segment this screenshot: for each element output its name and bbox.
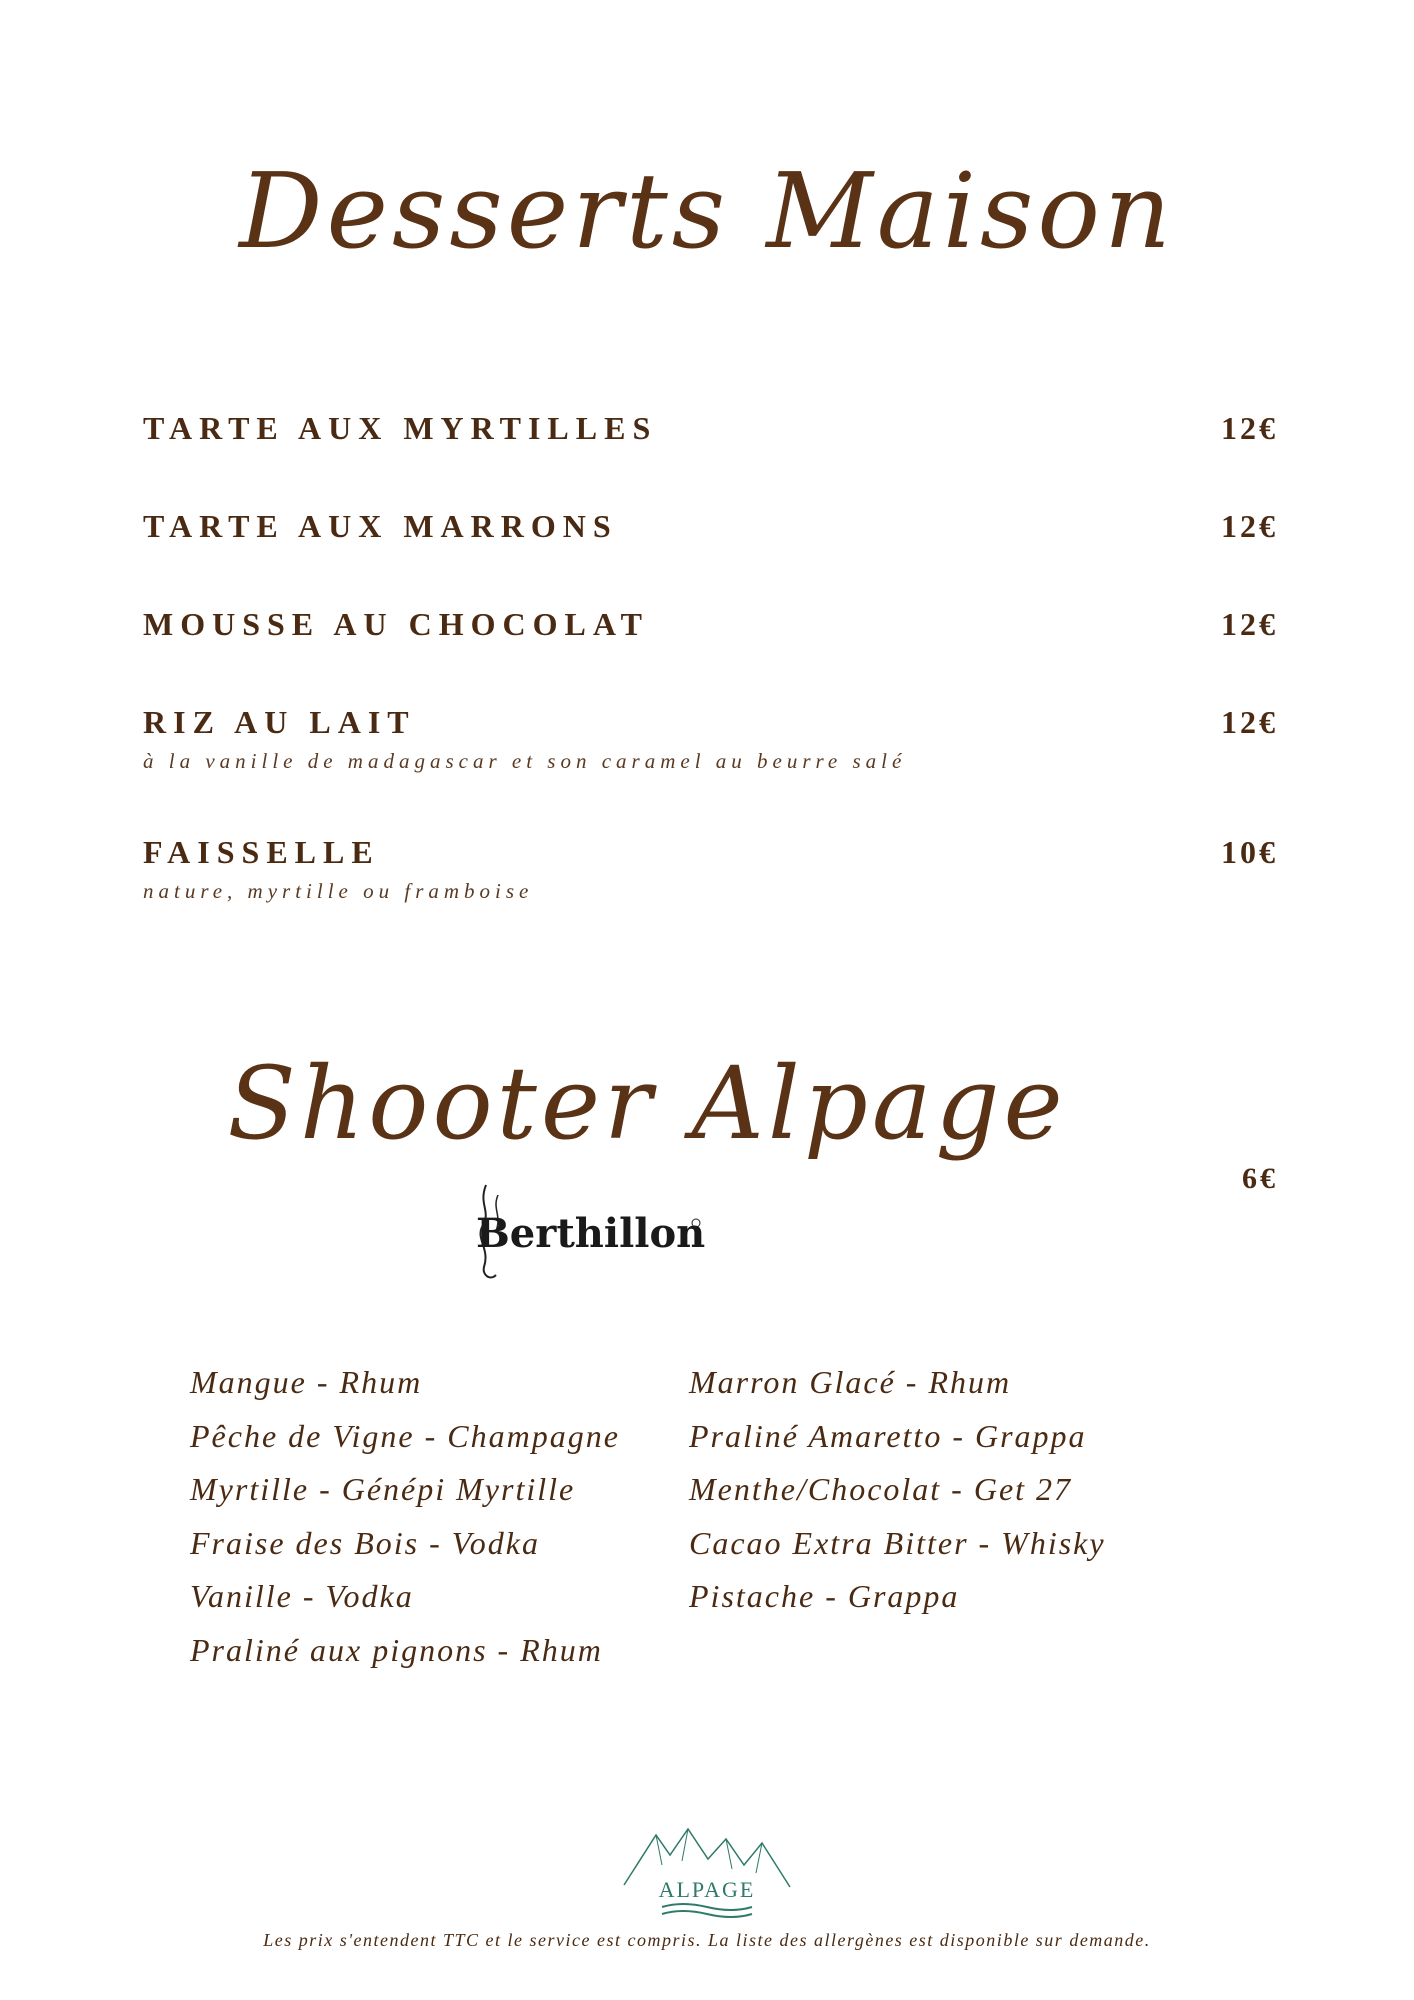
item-name: TARTE AUX MYRTILLES — [143, 410, 658, 446]
flavor-list-right — [689, 1362, 1106, 1630]
shooter-price: 6€ — [1242, 1162, 1278, 1195]
menu-item — [143, 410, 1278, 447]
menu-item — [143, 704, 1278, 774]
footer-note: Les prix s'entendent TTC et le service est compris. La liste des allergènes est disponible sur demande. — [263, 1930, 1151, 1950]
flavor-item: Cacao Extra Bitter - Whisky — [689, 1524, 1106, 1561]
item-price: 12€ — [1221, 704, 1278, 740]
menu-item — [143, 606, 1278, 643]
logo-wordmark: ALPAGE — [658, 1877, 756, 1902]
flavor-item: Praliné aux pignons - Rhum — [190, 1631, 603, 1668]
shooter-title: Shooter Alpage — [227, 1045, 1067, 1162]
item-name: MOUSSE AU CHOCOLAT — [143, 606, 649, 642]
item-price: 12€ — [1221, 606, 1278, 642]
flavor-item: Myrtille - Génépi Myrtille — [190, 1471, 576, 1507]
menu-item — [143, 508, 1278, 545]
item-name: TARTE AUX MARRONS — [143, 508, 618, 544]
flavor-item: Pêche de Vigne - Champagne — [190, 1417, 620, 1454]
item-price: 12€ — [1221, 508, 1278, 544]
item-price: 10€ — [1221, 834, 1278, 870]
menu-item — [143, 834, 1278, 904]
item-description: à la vanille de madagascar et son caramel au beurre salé — [143, 749, 907, 773]
flavor-item: Fraise des Bois - Vodka — [190, 1524, 540, 1561]
item-price: 12€ — [1221, 410, 1278, 446]
flavor-item: Praliné Amaretto - Grappa — [689, 1417, 1087, 1454]
flavor-item: Pistache - Grappa — [689, 1578, 960, 1614]
mountain-logo-icon — [622, 1825, 792, 1920]
berthillon-wordmark: Berthillon — [476, 1210, 706, 1257]
item-description: nature, myrtille ou framboise — [143, 879, 534, 903]
flavor-item: Menthe/Chocolat - Get 27 — [689, 1471, 1073, 1507]
item-name: RIZ AU LAIT — [143, 704, 416, 740]
flavor-item: Vanille - Vodka — [190, 1578, 414, 1614]
flavor-item: Mangue - Rhum — [190, 1364, 423, 1400]
flavor-list-left — [190, 1362, 620, 1683]
desserts-title: Desserts Maison — [239, 150, 1175, 272]
berthillon-logo-icon — [472, 1175, 708, 1287]
item-name: FAISSELLE — [143, 834, 380, 870]
flavor-item: Marron Glacé - Rhum — [689, 1364, 1012, 1400]
